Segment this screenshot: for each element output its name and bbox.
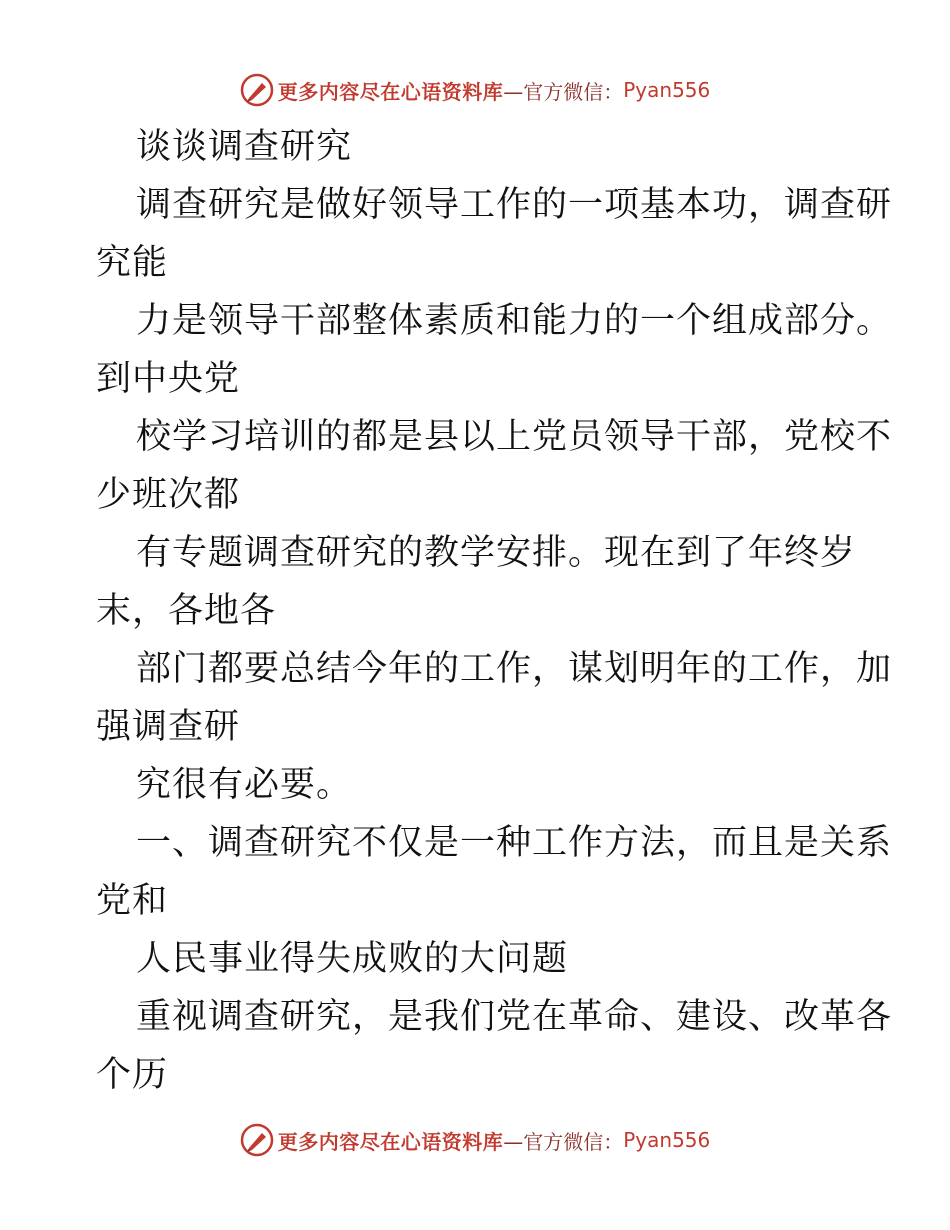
document-line: 调查研究是做好领导工作的一项基本功，调查研 (136, 185, 893, 225)
document-line: 校学习培训的都是县以上党员领导干部，党校不 (136, 417, 893, 457)
footer-wechat-id: Pyan556 (623, 1128, 711, 1152)
document-line: 党和 (96, 881, 169, 921)
document-line: 部门都要总结今年的工作，谋划明年的工作，加 (136, 649, 893, 689)
document-line: 有专题调查研究的教学安排。现在到了年终岁 (136, 533, 857, 573)
header-official-label: —官方微信： (503, 79, 624, 104)
header-brand-text: 更多内容尽在心语资料库 (277, 79, 504, 104)
document-line: 少班次都 (96, 475, 241, 515)
document-line: 究很有必要。 (136, 765, 353, 805)
document-line: 人民事业得失成败的大问题 (136, 939, 569, 979)
document-body (96, 118, 893, 1104)
header-banner (0, 70, 950, 110)
document-line: 重视调查研究，是我们党在革命、建设、改革各 (136, 997, 893, 1037)
pen-nib-logo-icon (240, 1123, 274, 1157)
document-line: 个历 (96, 1055, 169, 1095)
document-line: 究能 (96, 243, 169, 283)
document-line: 到中央党 (96, 359, 241, 399)
document-line: 谈谈调查研究 (136, 127, 353, 167)
document-line: 力是领导干部整体素质和能力的一个组成部分。 (136, 301, 893, 341)
footer-official-label: —官方微信： (503, 1129, 624, 1154)
pen-nib-logo-icon (240, 73, 274, 107)
document-line: 末，各地各 (96, 591, 277, 631)
footer-banner (0, 1120, 950, 1160)
document-line: 一、调查研究不仅是一种工作方法，而且是关系 (136, 823, 893, 863)
document-line: 强调查研 (96, 707, 241, 747)
footer-brand-text: 更多内容尽在心语资料库 (277, 1129, 504, 1154)
header-wechat-id: Pyan556 (623, 78, 711, 102)
